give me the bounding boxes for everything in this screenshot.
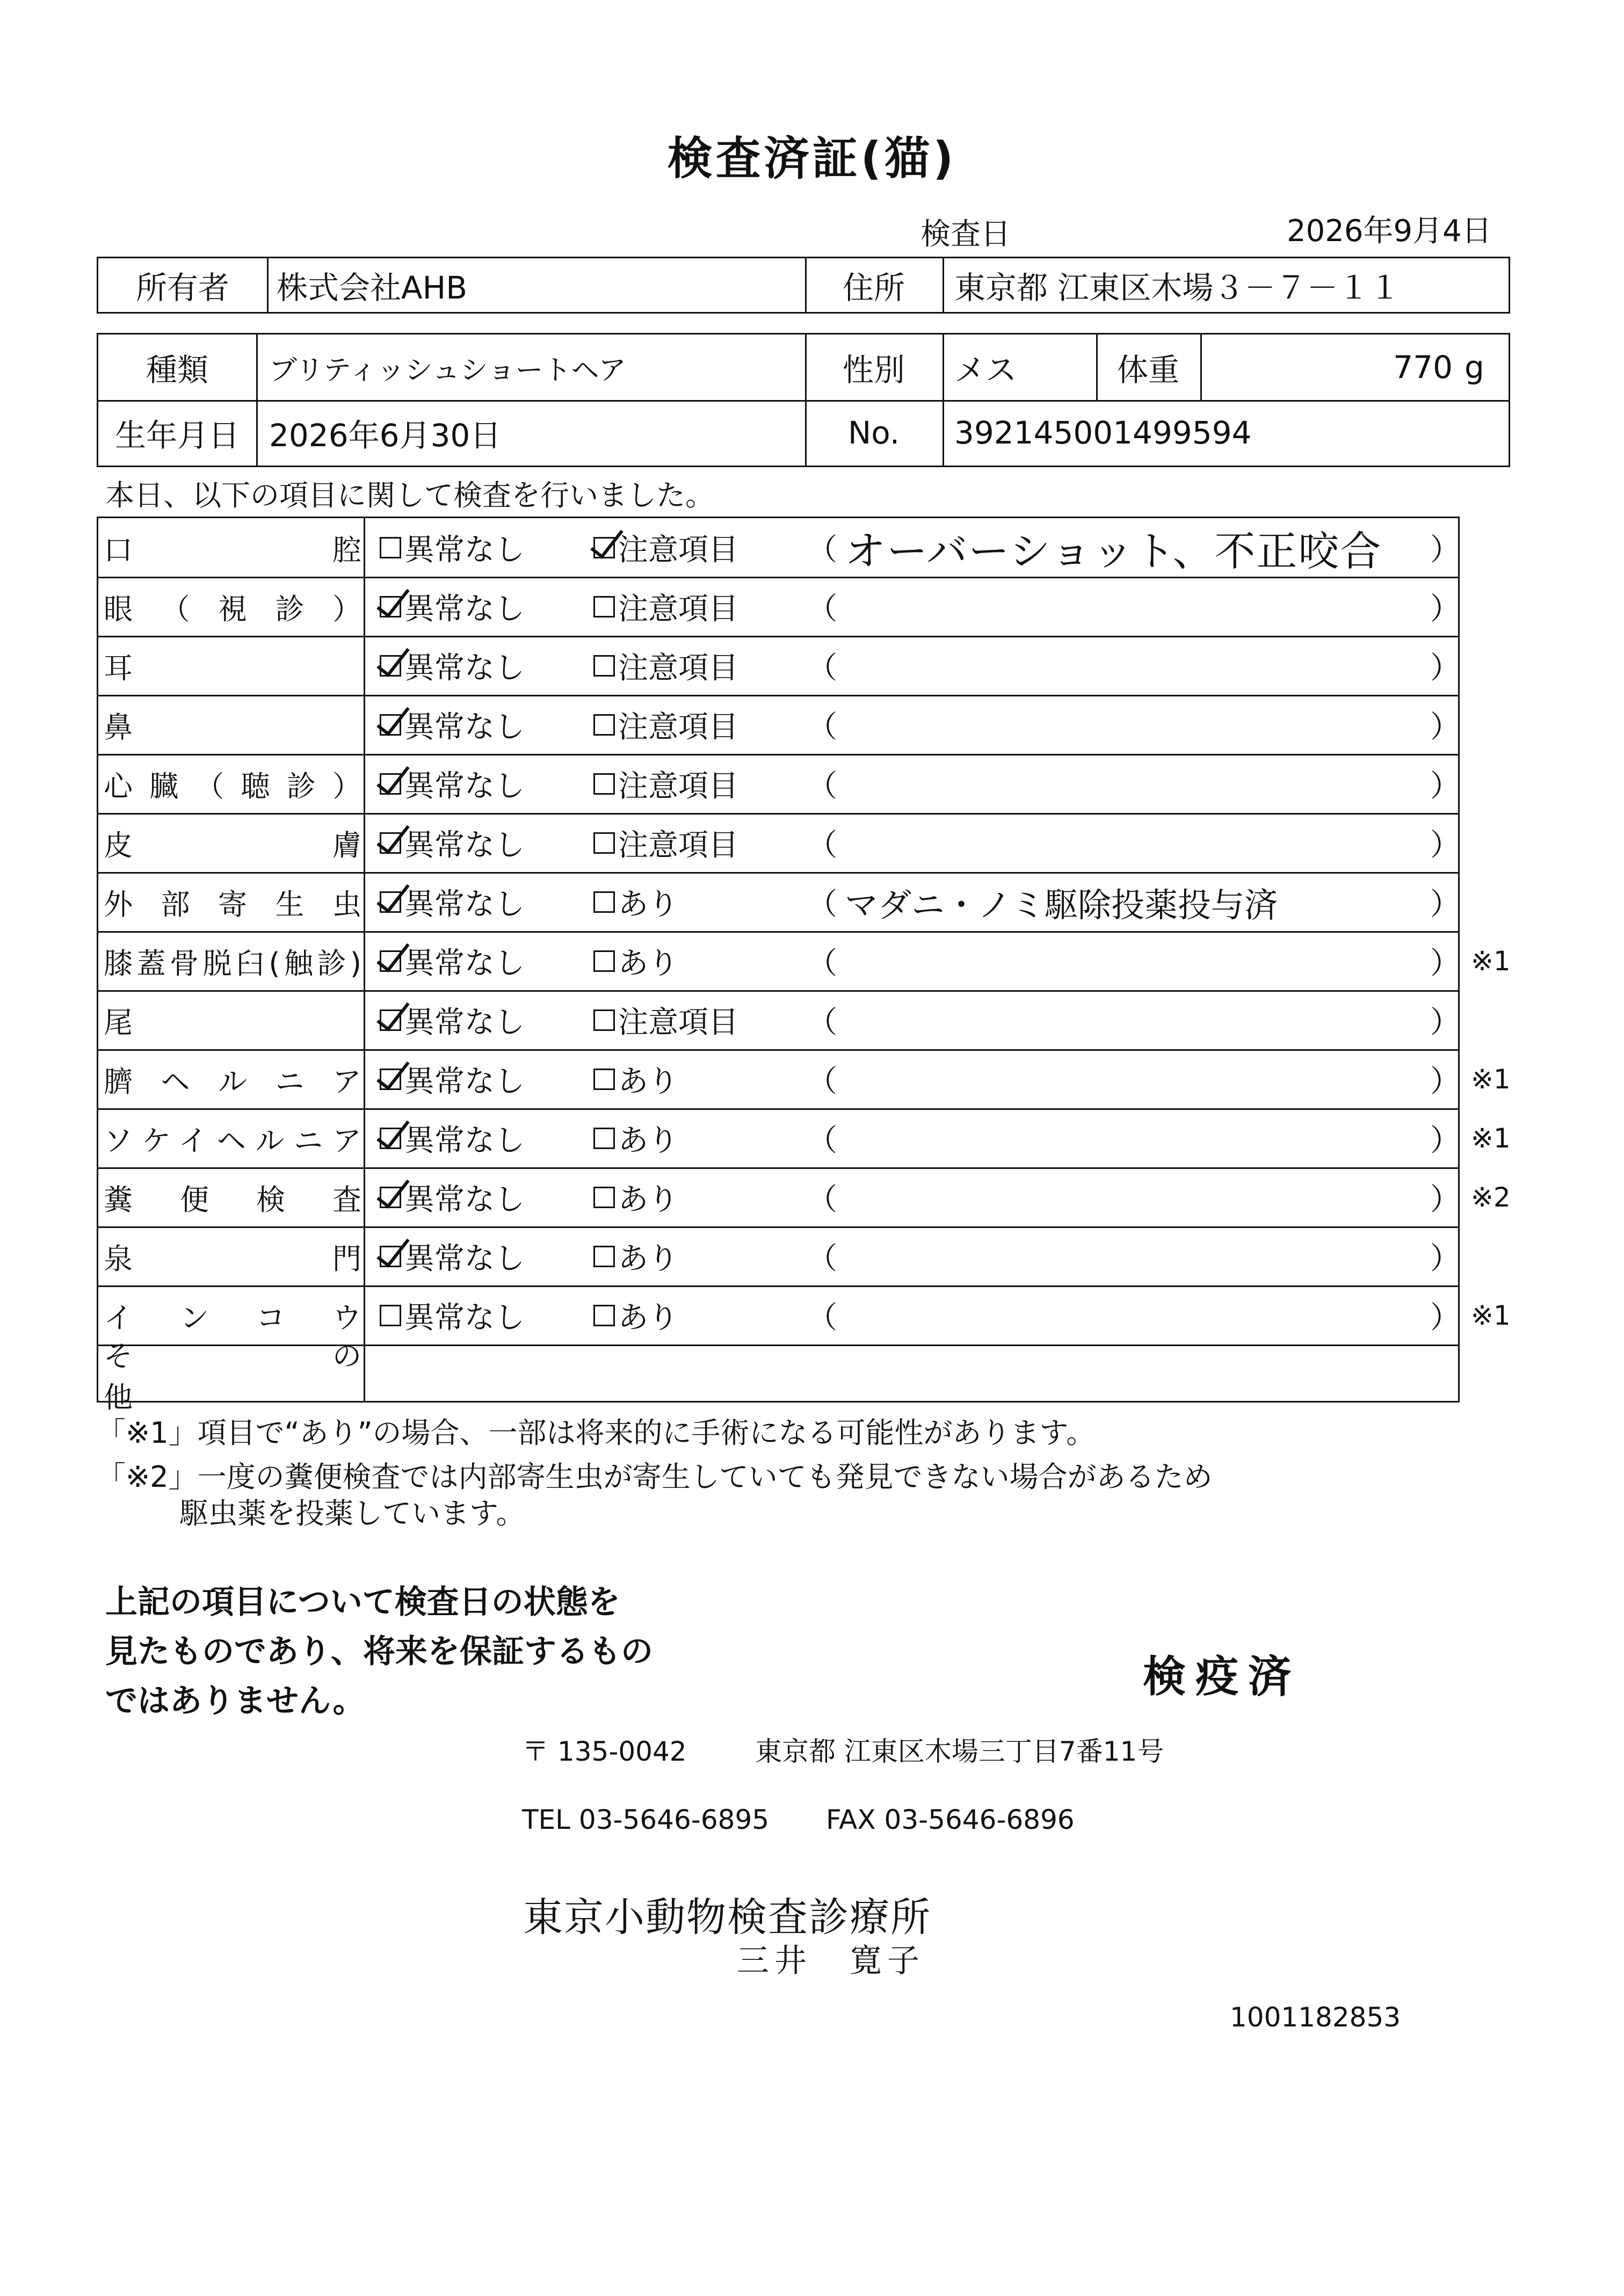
note-paren-open: （ (807, 1005, 837, 1040)
alt-checkbox[interactable] (593, 950, 615, 972)
normal-option[interactable] (380, 873, 525, 932)
note-text (845, 932, 1419, 991)
check-row (98, 1227, 1461, 1286)
footnote-1: 「※1」項目で“あり”の場合、一部は将来的に手術になる可能性があります。 (97, 1416, 1096, 1450)
normal-option-label: 異常なし (404, 946, 525, 981)
other-row (98, 1339, 1461, 1414)
normal-option-label: 異常なし (404, 1123, 525, 1158)
normal-option-label: 異常なし (404, 828, 525, 863)
check-row (98, 1109, 1461, 1168)
footnote-mark: ※1 (1471, 1300, 1511, 1331)
normal-option-label: 異常なし (404, 1064, 525, 1099)
normal-checkbox[interactable] (380, 1187, 401, 1208)
alt-option-label: あり (618, 1300, 678, 1335)
check-item-label: 臍ヘルニア (104, 1064, 361, 1099)
footnote-2-line1: 「※2」一度の糞便検査では内部寄生虫が寄生していても発見できない場合があるため (97, 1460, 1213, 1494)
normal-option-label: 異常なし (404, 1300, 525, 1335)
check-row (98, 991, 1461, 1050)
alt-option[interactable] (593, 1050, 678, 1109)
note-paren-open: （ (807, 1064, 837, 1099)
alt-option-label: 注意項目 (618, 828, 738, 863)
alt-checkbox[interactable] (593, 1069, 615, 1090)
alt-option[interactable] (593, 873, 678, 932)
note-paren-open: （ (807, 1241, 837, 1276)
note-paren-open: （ (807, 592, 837, 627)
check-item-label: 眼（視診） (104, 592, 361, 626)
normal-option[interactable] (380, 577, 525, 636)
note-paren-close: ） (1430, 592, 1460, 627)
check-table (97, 517, 1511, 1414)
check-item-label: 糞便検査 (104, 1182, 361, 1217)
check-row (98, 813, 1461, 873)
clinic-fax: FAX 03-5646-6896 (826, 1804, 1075, 1835)
owner-label: 所有者 (135, 270, 229, 306)
sex-value: メス (954, 352, 1017, 388)
alt-checkbox[interactable] (593, 1187, 615, 1208)
other-label: そ の 他 (104, 1339, 448, 1414)
disclaimer (105, 1578, 653, 1726)
pet-info-table (97, 333, 1510, 467)
check-item-label: 鼻 (104, 710, 133, 744)
normal-checkbox[interactable] (380, 1128, 401, 1149)
alt-option-label: あり (618, 946, 678, 981)
note-paren-open: （ (807, 710, 837, 745)
normal-option-label: 異常なし (404, 887, 525, 922)
check-row (98, 754, 1461, 813)
alt-option-label: 注意項目 (618, 1005, 738, 1040)
note-text (845, 813, 1419, 873)
note-paren-close: ） (1430, 946, 1460, 981)
check-item-label: 口 腔 (104, 533, 361, 567)
note-paren-close: ） (1430, 710, 1460, 745)
check-item-label: 耳 (104, 651, 133, 685)
alt-checkbox[interactable] (593, 537, 615, 558)
alt-checkbox[interactable] (593, 1305, 615, 1326)
normal-option-label: 異常なし (404, 533, 525, 568)
disclaimer-line-2: 見たものであり、将来を保証するもの (105, 1633, 653, 1670)
normal-checkbox[interactable] (380, 891, 401, 913)
alt-option[interactable] (593, 1286, 678, 1345)
note-paren-close: ） (1430, 533, 1460, 568)
note-text (845, 1050, 1419, 1109)
normal-option[interactable] (380, 813, 525, 873)
normal-option-label: 異常なし (404, 1005, 525, 1040)
inspection-date-value: 2026年9月4日 (1287, 214, 1492, 249)
normal-checkbox[interactable] (380, 1246, 401, 1267)
alt-option-label: あり (618, 1182, 678, 1217)
alt-option-label: あり (618, 1123, 678, 1158)
note-paren-open: （ (807, 769, 837, 804)
alt-checkbox[interactable] (593, 891, 615, 913)
birth-label: 生年月日 (114, 417, 240, 454)
alt-option[interactable] (593, 636, 738, 695)
note-text (845, 1168, 1419, 1227)
note-text (845, 991, 1419, 1050)
alt-checkbox[interactable] (593, 1246, 615, 1267)
normal-checkbox[interactable] (380, 832, 401, 854)
alt-option-label: 注意項目 (618, 651, 738, 686)
alt-checkbox[interactable] (593, 1128, 615, 1149)
note-paren-open: （ (807, 887, 837, 922)
note-paren-close: ） (1430, 1064, 1460, 1099)
check-row (98, 695, 1461, 754)
note-paren-close: ） (1430, 1123, 1460, 1158)
alt-checkbox[interactable] (593, 655, 615, 677)
check-item-label: ソケイヘルニア (104, 1123, 361, 1158)
normal-checkbox[interactable] (380, 1305, 401, 1326)
normal-option[interactable] (380, 1050, 525, 1109)
note-paren-open: （ (807, 1182, 837, 1217)
alt-option[interactable] (593, 754, 738, 813)
disclaimer-line-3: ではありません。 (105, 1682, 365, 1720)
breed-value: ブリティッシュショートヘア (269, 354, 627, 387)
normal-option[interactable] (380, 1109, 525, 1168)
owner-value: 株式会社AHB (277, 270, 468, 306)
alt-option-label: 注意項目 (618, 710, 738, 745)
check-row (98, 932, 1461, 991)
weight-unit: g (1465, 349, 1484, 386)
normal-checkbox[interactable] (380, 714, 401, 736)
alt-option-label: 注意項目 (618, 592, 738, 627)
note-paren-close: ） (1430, 769, 1460, 804)
alt-option[interactable] (593, 932, 678, 991)
alt-option-label: 注意項目 (618, 769, 738, 804)
serial-number: 1001182853 (1230, 2002, 1401, 2033)
check-item-label: 心臓（聴診） (104, 769, 361, 803)
normal-option[interactable] (380, 932, 525, 991)
normal-option[interactable] (380, 754, 525, 813)
weight-label: 体重 (1116, 352, 1179, 388)
number-value: 392145001499594 (954, 415, 1252, 451)
alt-checkbox[interactable] (593, 773, 615, 795)
normal-option[interactable] (380, 695, 525, 754)
normal-checkbox[interactable] (380, 1069, 401, 1090)
note-text (845, 1109, 1419, 1168)
normal-option[interactable] (380, 1227, 525, 1286)
note-paren-close: ） (1430, 651, 1460, 686)
alt-option[interactable] (593, 577, 738, 636)
note-paren-open: （ (807, 946, 837, 981)
address-label: 住所 (842, 270, 905, 306)
normal-checkbox[interactable] (380, 537, 401, 558)
intro-text: 本日、以下の項目に関して検査を行いました。 (105, 478, 714, 512)
note-text: オーバーショット、不正咬合 (845, 527, 1382, 575)
note-text: マダニ・ノミ駆除投薬投与済 (845, 885, 1278, 925)
footnote-mark: ※1 (1471, 946, 1511, 977)
alt-option[interactable] (593, 695, 738, 754)
alt-option[interactable] (593, 991, 738, 1050)
check-row (98, 1050, 1461, 1109)
footnote-mark: ※2 (1471, 1182, 1511, 1213)
normal-option-label: 異常なし (404, 769, 525, 804)
check-row (98, 873, 1461, 932)
normal-option-label: 異常なし (404, 710, 525, 745)
clinic-name: 東京小動物検査診療所 (523, 1894, 931, 1941)
document-title: 検査済証(猫) (667, 132, 957, 185)
normal-option[interactable] (380, 1286, 525, 1345)
note-text (845, 754, 1419, 813)
check-item-label: 膝蓋骨脱臼(触診) (104, 946, 361, 980)
note-paren-open: （ (807, 828, 837, 863)
footnote-mark: ※1 (1471, 1064, 1511, 1095)
normal-option[interactable] (380, 636, 525, 695)
check-row (98, 577, 1461, 636)
note-text (845, 1227, 1419, 1286)
alt-checkbox[interactable] (593, 832, 615, 854)
check-row (98, 636, 1461, 695)
normal-option[interactable] (380, 1168, 525, 1227)
check-item-label: 尾 (104, 1005, 133, 1040)
alt-option[interactable] (593, 1109, 678, 1168)
alt-checkbox[interactable] (593, 596, 615, 617)
clinic-address: 東京都 江東区木場三丁目7番11号 (755, 1736, 1164, 1767)
note-text (845, 1286, 1419, 1345)
alt-option-label: あり (618, 1241, 678, 1276)
normal-checkbox[interactable] (380, 950, 401, 972)
normal-option-label: 異常なし (404, 1241, 525, 1276)
normal-option-label: 異常なし (404, 651, 525, 686)
note-text (845, 577, 1419, 636)
note-paren-close: ） (1430, 1241, 1460, 1276)
note-paren-open: （ (807, 1300, 837, 1335)
footnote-2-line2: 駆虫薬を投薬しています。 (179, 1496, 525, 1530)
alt-option-label: あり (618, 1064, 678, 1099)
disclaimer-line-1: 上記の項目について検査日の状態を (105, 1583, 620, 1621)
normal-option[interactable] (380, 991, 525, 1050)
note-paren-close: ） (1430, 1300, 1460, 1335)
normal-checkbox[interactable] (380, 773, 401, 795)
check-row (98, 518, 1461, 577)
note-paren-close: ） (1430, 828, 1460, 863)
normal-option-label: 異常なし (404, 1182, 525, 1217)
normal-checkbox[interactable] (380, 655, 401, 677)
check-item-label: インコウ (104, 1300, 361, 1335)
doctor-name: 三井 寛子 (737, 1942, 925, 1980)
check-item-label: 皮 膚 (104, 828, 361, 862)
normal-checkbox[interactable] (380, 596, 401, 617)
note-paren-close: ） (1430, 1005, 1460, 1040)
alt-checkbox[interactable] (593, 714, 615, 736)
alt-option-label: あり (618, 887, 678, 922)
postal-code: 〒 135-0042 (522, 1736, 687, 1767)
quarantine-stamp: 検疫済 (1143, 1652, 1301, 1702)
alt-option[interactable] (593, 1168, 678, 1227)
check-item-label: 泉 門 (104, 1241, 361, 1276)
owner-table (97, 257, 1510, 314)
alt-option[interactable] (593, 1227, 678, 1286)
normal-option-label: 異常なし (404, 592, 525, 627)
alt-option[interactable] (593, 813, 738, 873)
birth-value: 2026年6月30日 (269, 417, 502, 454)
note-paren-open: （ (807, 1123, 837, 1158)
breed-label: 種類 (146, 352, 208, 388)
note-text (845, 636, 1419, 695)
number-label: No. (847, 415, 900, 451)
sex-label: 性別 (842, 352, 905, 388)
alt-option[interactable] (593, 518, 738, 577)
check-item-label: 外部寄生虫 (104, 887, 361, 921)
normal-checkbox[interactable] (380, 1009, 401, 1031)
note-paren-close: ） (1430, 1182, 1460, 1217)
note-paren-open: （ (807, 533, 837, 568)
check-row (98, 1168, 1461, 1227)
clinic-tel: TEL 03-5646-6895 (522, 1804, 770, 1835)
note-paren-close: ） (1430, 887, 1460, 922)
inspection-date-label: 検査日 (920, 217, 1011, 252)
alt-checkbox[interactable] (593, 1009, 615, 1031)
alt-option-label: 注意項目 (618, 533, 738, 568)
address-value: 東京都 江東区木場３－７－１１ (954, 270, 1401, 306)
footnote-mark: ※1 (1471, 1123, 1511, 1154)
note-paren-open: （ (807, 651, 837, 686)
normal-option[interactable] (380, 518, 525, 577)
note-text (845, 695, 1419, 754)
weight-value: 770 (1393, 349, 1453, 386)
